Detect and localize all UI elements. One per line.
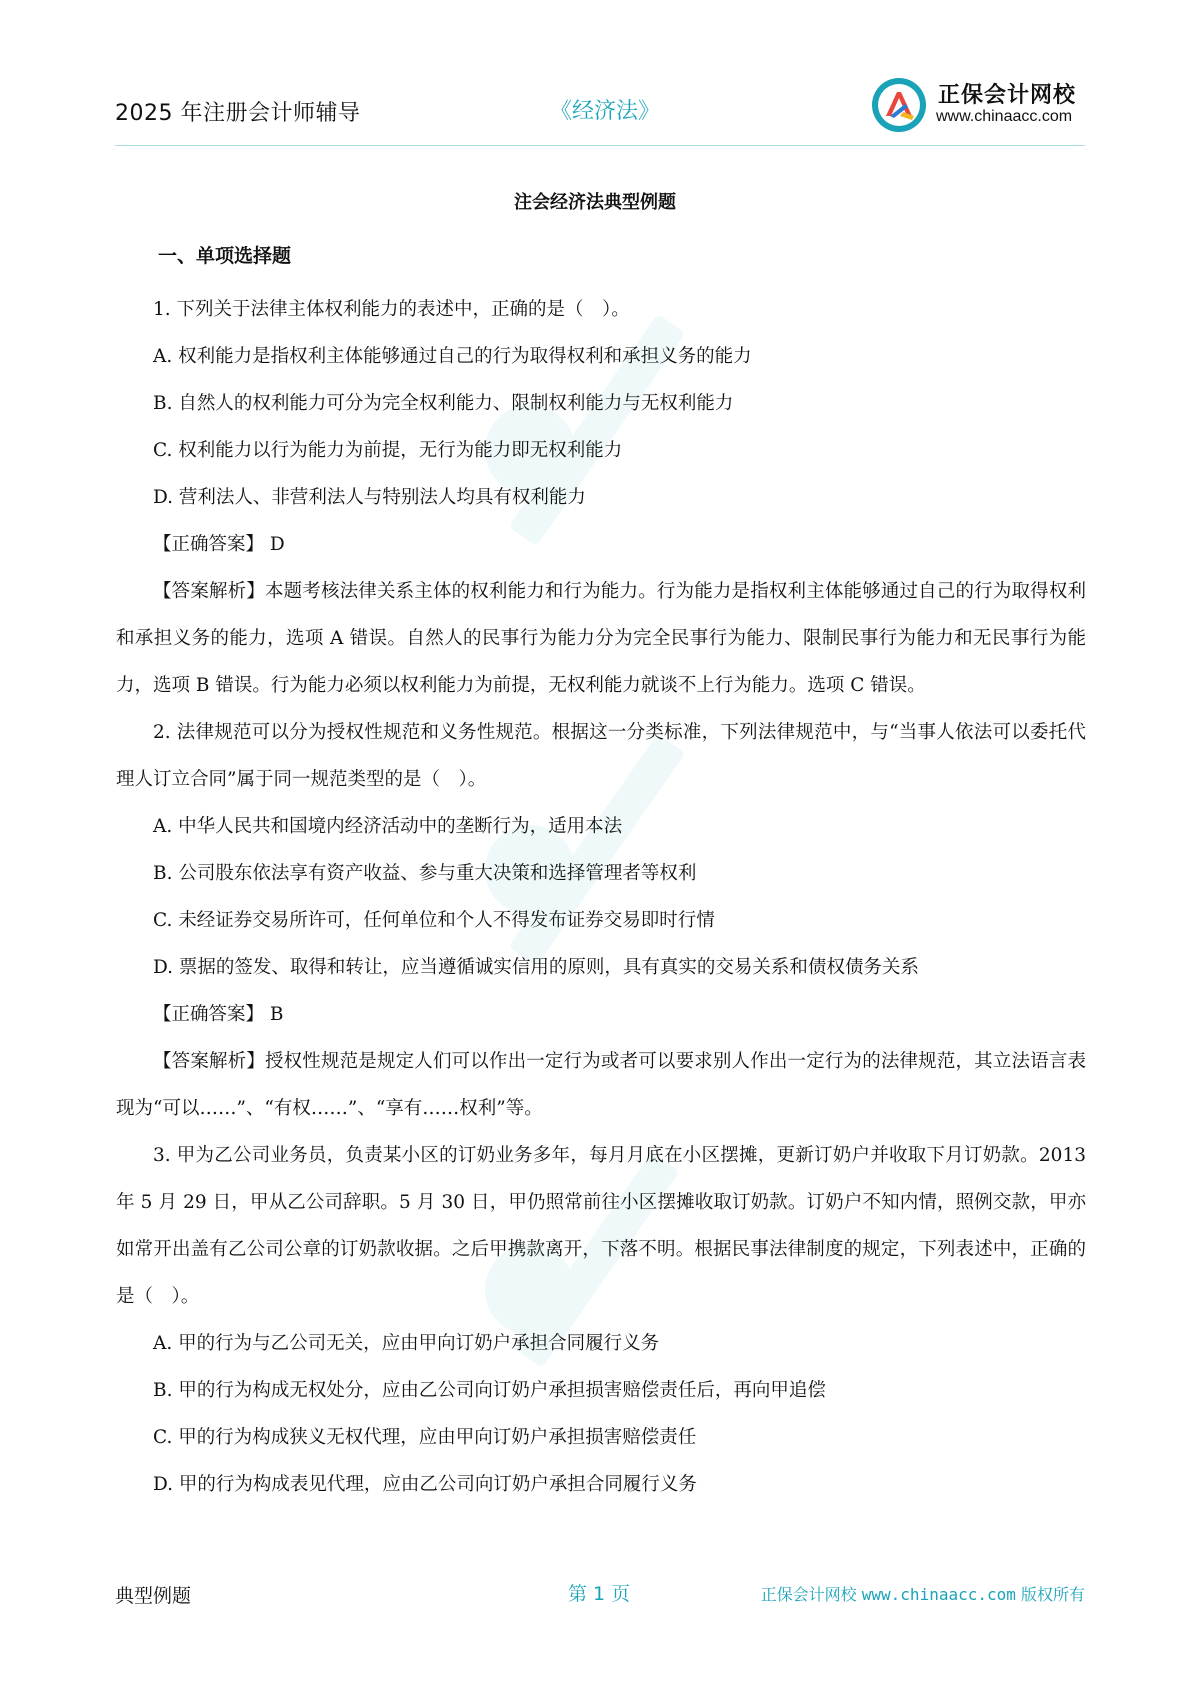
- document-title: 注会经济法典型例题: [514, 192, 676, 213]
- logo: [870, 76, 1085, 134]
- question-2-explanation: 【答案解析】授权性规范是规定人们可以作出一定行为或者可以要求别人作出一定行为的法律规范，其立法语言表现为“可以……”、“有权……”、“享有……权利”等。: [116, 1051, 1086, 1119]
- header-course-title: 2025 年注册会计师辅导: [115, 101, 361, 126]
- logo-name: 正保会计网校: [938, 83, 1077, 108]
- footer-page-number: 第 1 页: [568, 1583, 631, 1605]
- header-subject: 《经济法》: [550, 99, 661, 124]
- question-1-answer: 【正确答案】 D: [153, 534, 285, 555]
- section-title: 一、单项选择题: [158, 245, 292, 267]
- question-2-option-d: D. 票据的签发、取得和转让，应当遵循诚实信用的原则，具有真实的交易关系和债权债务关系: [153, 957, 919, 978]
- question-1-option-b: B. 自然人的权利能力可分为完全权利能力、限制权利能力与无权利能力: [153, 393, 734, 414]
- question-2-stem: 2. 法律规范可以分为授权性规范和义务性规范。根据这一分类标准，下列法律规范中，与“当事人依法可以委托代理人订立合同”属于同一规范类型的是（ ）。: [116, 722, 1086, 790]
- question-2-option-a: A. 中华人民共和国境内经济活动中的垄断行为，适用本法: [153, 816, 623, 837]
- footer-site-url: www.chinaacc.com: [861, 1585, 1016, 1604]
- question-3-stem: 3. 甲为乙公司业务员，负责某小区的订奶业务多年，每月月底在小区摆摊，更新订奶户并收取下月订奶款。2013 年 5 月 29 日，甲从乙公司辞职。5 月 30 日，甲仍照常前往小区摆摊收取订奶款。订奶户不知内情，照例交款，甲亦如常开出盖有乙公司公章的订奶款收据。之后甲携款离开，下落不明。根据民事法律制度的规定，下列表述中，正确的是（ ）。: [116, 1145, 1086, 1307]
- logo-url: www.chinaacc.com: [936, 108, 1073, 125]
- footer-copyright: [761, 1582, 1085, 1605]
- question-2-option-c: C. 未经证券交易所许可，任何单位和个人不得发布证券交易即时行情: [153, 910, 715, 931]
- footer-rights: 版权所有: [1020, 1585, 1085, 1604]
- question-3-option-d: D. 甲的行为构成表见代理，应由乙公司向订奶户承担合同履行义务: [153, 1474, 697, 1495]
- document-body: [116, 286, 1086, 1508]
- logo-mark-icon: [870, 76, 928, 134]
- footer-doc-type: 典型例题: [115, 1585, 192, 1607]
- question-1-option-d: D. 营利法人、非营利法人与特别法人均具有权利能力: [153, 487, 586, 508]
- question-1-explanation: 【答案解析】本题考核法律关系主体的权利能力和行为能力。行为能力是指权利主体能够通过自己的行为取得权利和承担义务的能力，选项 A 错误。自然人的民事行为能力分为完全民事行为能力、限制民事行为能力和无民事行为能力，选项 B 错误。行为能力必须以权利能力为前提，无权利能力就谈不上行为能力。选项 C 错误。: [116, 581, 1086, 696]
- question-3-option-c: C. 甲的行为构成狭义无权代理，应由甲向订奶户承担损害赔偿责任: [153, 1427, 697, 1448]
- question-3-option-a: A. 甲的行为与乙公司无关，应由甲向订奶户承担合同履行义务: [153, 1333, 660, 1354]
- question-1-option-c: C. 权利能力以行为能力为前提，无行为能力即无权利能力: [153, 440, 623, 461]
- question-2-option-b: B. 公司股东依法享有资产收益、参与重大决策和选择管理者等权利: [153, 863, 697, 884]
- question-1-option-a: A. 权利能力是指权利主体能够通过自己的行为取得权利和承担义务的能力: [153, 346, 752, 367]
- question-3-option-b: B. 甲的行为构成无权处分，应由乙公司向订奶户承担损害赔偿责任后，再向甲追偿: [153, 1380, 826, 1401]
- header-divider: [115, 145, 1085, 146]
- footer-school-name: 正保会计网校: [760, 1585, 857, 1604]
- question-2-answer: 【正确答案】 B: [153, 1004, 284, 1025]
- question-1-stem: 1. 下列关于法律主体权利能力的表述中，正确的是（ ）。: [153, 299, 630, 320]
